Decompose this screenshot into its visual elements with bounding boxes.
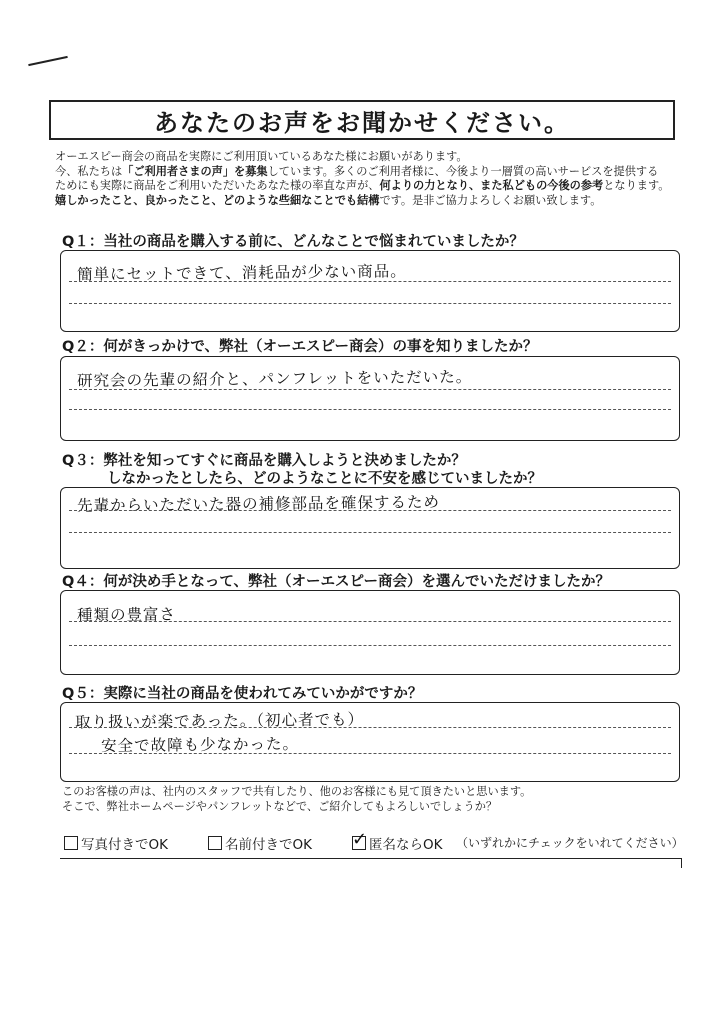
title-banner xyxy=(49,100,675,140)
answer-line xyxy=(69,510,671,511)
check-mark-icon: ✓ xyxy=(352,829,368,850)
footer-line-1: このお客様の声は、社内のスタッフで共有したり、他のお客様にも見て頂きたいと思います。 xyxy=(62,785,532,798)
checkbox-photo[interactable] xyxy=(64,836,78,850)
answer-box-3[interactable] xyxy=(60,487,680,569)
consent-name-label: 名前付きでOK xyxy=(225,837,312,853)
answer-box-2[interactable] xyxy=(60,356,680,441)
answer-line xyxy=(69,409,671,410)
consent-anonymous-label: 匿名ならOK xyxy=(369,837,443,853)
answer-5-text-line-2: 安全で故障も少なかった。 xyxy=(100,734,300,756)
answer-line xyxy=(69,621,671,622)
consent-photo-label: 写真付きでOK xyxy=(81,837,168,853)
intro-line-2: 今、私たちは「ご利用者さまの声」を募集しています。多くのご利用者様に、今後より一層質の高いサービスを提供する xyxy=(55,164,659,178)
question-5-label: Q５：実際に当社の商品を使われてみていかがですか？ xyxy=(62,686,423,702)
answer-line xyxy=(69,645,671,646)
footer-line-2: そこで、弊社ホームページやパンフレットなどで、ご紹介してもよろしいでしょうか？ xyxy=(62,799,498,813)
checkbox-anonymous[interactable] xyxy=(352,829,368,850)
question-2-label: Q２：何がきっかけで、弊社（オーエスピー商会）の事を知りましたか？ xyxy=(62,339,538,355)
answer-2-text: 研究会の先輩の紹介と、パンフレットをいただいた。 xyxy=(76,367,473,391)
answer-line xyxy=(69,727,671,728)
question-4-label: Q４：何が決め手となって、弊社（オーエスピー商会）を選んでいただけましたか？ xyxy=(62,574,610,590)
consent-name-option[interactable] xyxy=(208,833,312,853)
question-3-label-2: しなかったとしたら、どのようなことに不安を感じていましたか？ xyxy=(107,471,542,487)
answer-5-text-line-1: 取り扱いが楽であった。（初心者でも） xyxy=(74,710,365,732)
answer-1-text: 簡単にセットできて、消耗品が少ない商品。 xyxy=(76,262,407,284)
answer-line xyxy=(69,281,671,282)
answer-box-1[interactable] xyxy=(60,250,680,332)
page-title: あなたのお声をお聞かせください。 xyxy=(154,108,570,137)
consent-hint: （いずれかにチェックをいれてください） xyxy=(456,836,684,850)
intro-line-3: ためにも実際に商品をご利用いただいたあなた様の率直な声が、何よりの力となり、また私どもの今後の参考となります。 xyxy=(55,179,670,192)
intro-line-1: オーエスピー商会の商品を実際にご利用頂いているあなた様にお願いがあります。 xyxy=(55,150,468,163)
intro-line-4: 嬉しかったこと、良かったこと、どのような些細なことでも結構です。是非ご協力よろしくお願い致します。 xyxy=(55,193,602,207)
answer-box-4[interactable] xyxy=(60,590,680,675)
consent-anonymous-option[interactable] xyxy=(352,829,443,853)
answer-line xyxy=(69,389,671,390)
pen-stroke-mark xyxy=(28,56,68,66)
line-end-mark xyxy=(681,858,682,868)
answer-4-text: 種類の豊富さ xyxy=(76,605,177,625)
answer-box-5[interactable] xyxy=(60,702,680,782)
answer-line xyxy=(69,303,671,304)
consent-photo-option[interactable] xyxy=(64,833,168,853)
signature-line xyxy=(60,858,682,859)
checkbox-name[interactable] xyxy=(208,836,222,850)
answer-3-text: 先輩からいただいた器の補修部品を確保するため xyxy=(76,493,441,515)
footer-text xyxy=(62,785,531,814)
intro-text xyxy=(55,150,695,208)
answer-line xyxy=(69,753,671,754)
answer-line xyxy=(69,532,671,533)
question-1-label: Q１：当社の商品を購入する前に、どんなことで悩まれていましたか？ xyxy=(62,234,524,250)
question-3-label: Q３：弊社を知ってすぐに商品を購入しようと決めましたか？ xyxy=(62,453,466,469)
